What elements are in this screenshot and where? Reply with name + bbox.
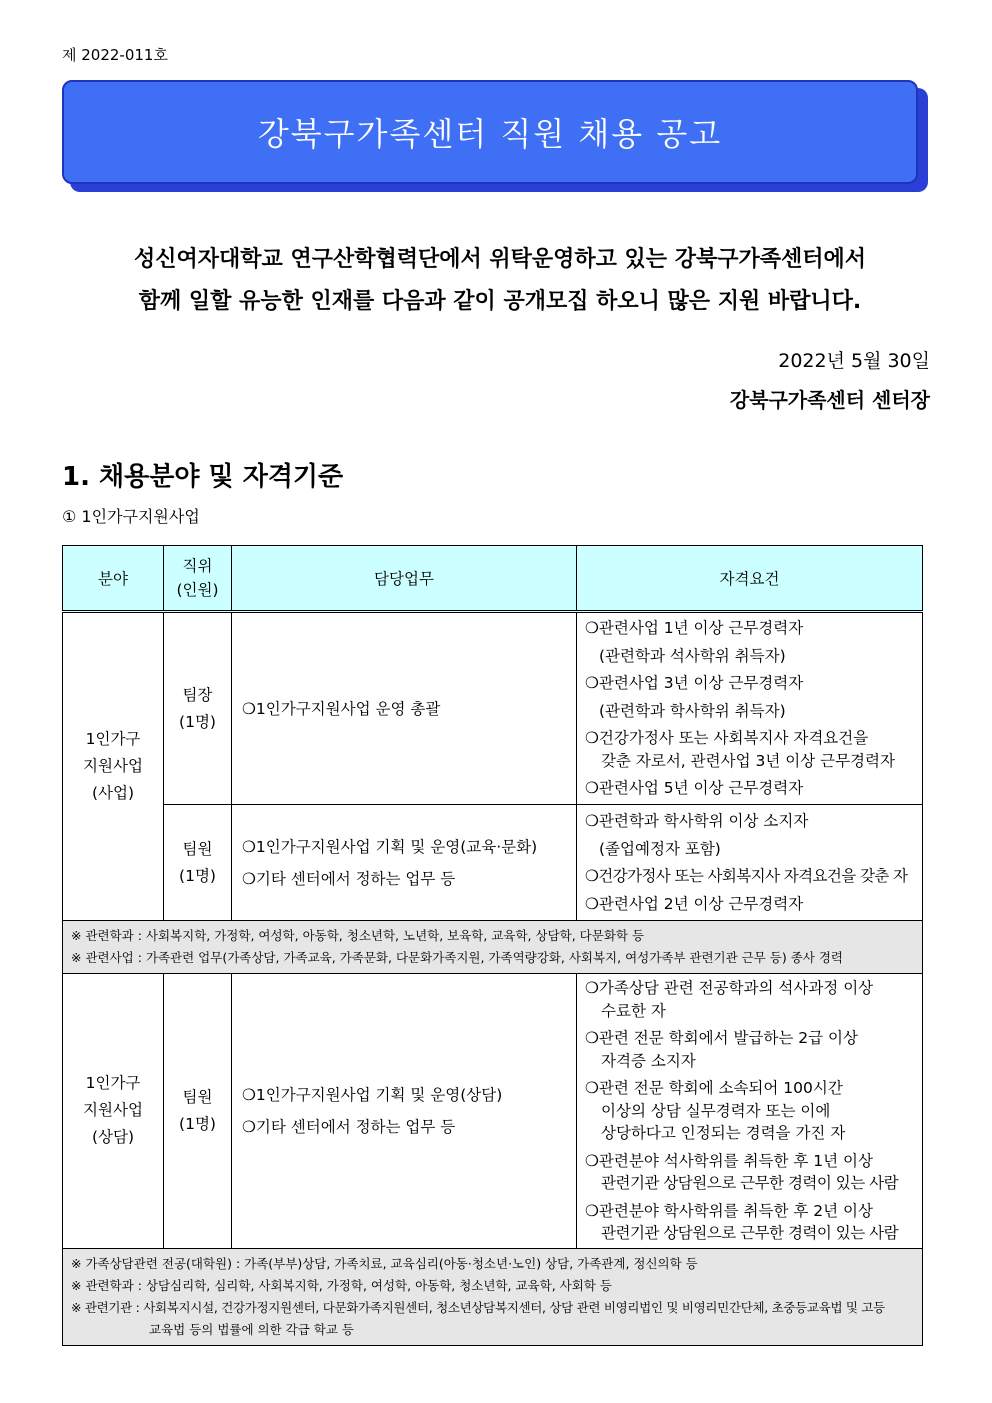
qual-item: ❍관련 전문 학회에 소속되어 100시간 — [585, 1079, 843, 1097]
qual-item: ❍관련 전문 학회에서 발급하는 2급 이상 — [585, 1029, 858, 1047]
qual-item-cont: 관련기관 상담원으로 근무한 경력이 있는 사람 — [601, 1224, 899, 1242]
note-line: ※ 관련학과 : 상담심리학, 심리학, 사회복지학, 가정학, 여성학, 아동학, 청소년학, 교육학, 사회학 등 — [71, 1277, 612, 1293]
qual-item: ❍관련사업 2년 이상 근무경력자 — [585, 894, 804, 913]
duty-cell-leader — [232, 612, 577, 805]
qual-item: ❍가족상담 관련 전공학과의 석사과정 이상 — [585, 979, 874, 997]
note-line: ※ 관련학과 : 사회복지학, 가정학, 여성학, 아동학, 청소년학, 노년학, 보육학, 교육학, 상담학, 다문화학 등 — [71, 928, 645, 943]
qual-item: ❍건강가정사 또는 사회복지사 자격요건을 갖춘 자 — [585, 867, 908, 885]
duty-item: ❍1인가구지원사업 운영 총괄 — [242, 699, 441, 718]
signer: 강북구가족센터 센터장 — [729, 388, 930, 412]
field-cell-business: 1인가구 지원사업 (사업) — [63, 612, 164, 921]
note-cell-counseling — [63, 1248, 923, 1345]
qual-item-cont: 상당하다고 인정되는 경력을 가진 자 — [601, 1124, 846, 1142]
position-cell-counselor: 팀원 (1명) — [164, 974, 232, 1249]
table-header-row — [63, 546, 923, 612]
recruitment-table — [62, 545, 923, 1346]
note-cell-business — [63, 921, 923, 974]
qual-item-sub: (관련학과 학사학위 취득자) — [599, 701, 786, 720]
duty-item: ❍1인가구지원사업 기획 및 운영(교육·문화) — [242, 837, 538, 856]
qual-item: ❍관련사업 3년 이상 근무경력자 — [585, 674, 804, 693]
header-position: 직위 (인원) — [164, 546, 232, 612]
position-cell-leader: 팀장 (1명) — [164, 612, 232, 805]
page-title: 강북구가족센터 직원 채용 공고 — [257, 115, 723, 153]
note-line: ※ 가족상담관련 전공(대학원) : 가족(부부)상담, 가족치료, 교육심리(아동·청소년·노인) 상담, 가족관계, 정신의학 등 — [71, 1255, 698, 1271]
table-row — [63, 805, 923, 921]
position-cell-member: 팀원 (1명) — [164, 805, 232, 921]
qual-item-cont: 자격증 소지자 — [601, 1051, 696, 1070]
note-line: 교육법 등의 법률에 의한 각급 학교 등 — [149, 1321, 354, 1337]
duty-item: ❍기타 센터에서 정하는 업무 등 — [242, 1117, 456, 1136]
qual-item-sub: (관련학과 석사학위 취득자) — [599, 646, 786, 665]
qual-item: ❍건강가정사 또는 사회복지사 자격요건을 — [585, 729, 869, 748]
note-line: ※ 관련기관 : 사회복지시설, 건강가정지원센터, 다문화가족지원센터, 청소년상담복지센터, 상담 관련 비영리법인 및 비영리민간단체, 초중등교육법 및 고등 — [71, 1299, 885, 1315]
title-banner — [62, 80, 918, 184]
header-field: 분야 — [63, 546, 164, 612]
document-number: 제 2022-011호 — [62, 46, 168, 64]
announcement-date: 2022년 5월 30일 — [778, 350, 930, 372]
qual-item-cont: 수료한 자 — [601, 1001, 666, 1020]
duty-item: ❍기타 센터에서 정하는 업무 등 — [242, 869, 456, 888]
qual-item: ❍관련분야 학사학위를 취득한 후 2년 이상 — [585, 1201, 873, 1220]
qual-item-sub: (졸업예정자 포함) — [599, 839, 721, 858]
duty-cell-member — [232, 805, 577, 921]
subsection-title: ① 1인가구지원사업 — [62, 507, 200, 526]
qual-cell-counselor — [577, 974, 923, 1249]
table-row — [63, 974, 923, 1249]
qual-cell-leader — [577, 612, 923, 805]
duty-cell-counselor — [232, 974, 577, 1249]
note-line: ※ 관련사업 : 가족관련 업무(가족상담, 가족교육, 가족문화, 다문화가족지원, 가족역량강화, 사회복지, 여성가족부 관련기관 근무 등) 종사 경력 — [71, 950, 844, 965]
qual-item-cont: 갖춘 자로서, 관련사업 3년 이상 근무경력자 — [601, 751, 895, 770]
qual-cell-member — [577, 805, 923, 921]
field-cell-counseling: 1인가구 지원사업 (상담) — [63, 974, 164, 1249]
intro-line-1: 성신여자대학교 연구산학협력단에서 위탁운영하고 있는 강북구가족센터에서 — [134, 247, 866, 272]
qual-item: ❍관련학과 학사학위 이상 소지자 — [585, 812, 809, 830]
header-qualification: 자격요건 — [577, 546, 923, 612]
qual-item-cont: 이상의 상담 실무경력자 또는 이에 — [601, 1101, 831, 1120]
qual-item: ❍관련사업 1년 이상 근무경력자 — [585, 619, 804, 638]
qual-item: ❍관련사업 5년 이상 근무경력자 — [585, 779, 804, 798]
qual-item-cont: 관련기관 상담원으로 근무한 경력이 있는 사람 — [601, 1174, 899, 1192]
table-row — [63, 612, 923, 805]
duty-item: ❍1인가구지원사업 기획 및 운영(상담) — [242, 1085, 503, 1104]
header-duty: 담당업무 — [232, 546, 577, 612]
section-title: 1. 채용분야 및 자격기준 — [62, 462, 344, 492]
qual-item: ❍관련분야 석사학위를 취득한 후 1년 이상 — [585, 1151, 873, 1170]
intro-line-2: 함께 일할 유능한 인재를 다음과 같이 공개모집 하오니 많은 지원 바랍니다. — [138, 289, 862, 314]
note-row — [63, 1248, 923, 1345]
note-row — [63, 921, 923, 974]
